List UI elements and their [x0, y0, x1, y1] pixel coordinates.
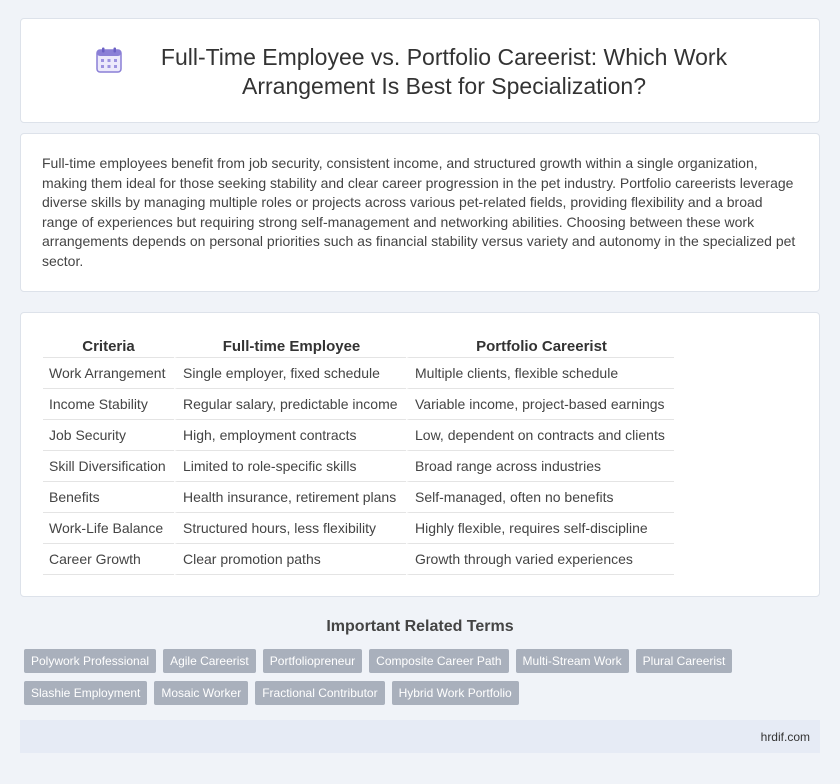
criteria-cell: Skill Diversification — [43, 451, 174, 482]
footer-site-link[interactable]: hrdif.com — [760, 730, 810, 744]
header-full-time-employee: Full-time Employee — [174, 335, 406, 358]
header-portfolio-careerist: Portfolio Careerist — [406, 335, 674, 358]
intro-card — [20, 133, 820, 292]
related-term-tag[interactable]: Slashie Employment — [24, 681, 147, 705]
portfolio-cell: Multiple clients, flexible schedule — [406, 358, 674, 389]
full-time-cell: High, employment contracts — [174, 420, 406, 451]
page-title: Full-Time Employee vs. Portfolio Careerist: Which Work Arrangement Is Best for Specialization? — [160, 44, 728, 99]
portfolio-cell: Variable income, project-based earnings — [406, 389, 674, 420]
table-row — [43, 420, 674, 451]
title-wrap — [21, 43, 819, 101]
comparison-table — [43, 335, 674, 575]
criteria-cell: Job Security — [43, 420, 174, 451]
criteria-cell: Career Growth — [43, 544, 174, 575]
table-row — [43, 451, 674, 482]
portfolio-cell: Highly flexible, requires self-discipline — [406, 513, 674, 544]
related-term-tag[interactable]: Multi-Stream Work — [516, 649, 629, 673]
table-row — [43, 358, 674, 389]
comparison-card — [20, 312, 820, 597]
related-term-tag[interactable]: Fractional Contributor — [255, 681, 384, 705]
criteria-cell: Income Stability — [43, 389, 174, 420]
full-time-cell: Structured hours, less flexibility — [174, 513, 406, 544]
title-card — [20, 18, 820, 123]
table-row — [43, 544, 674, 575]
related-terms-title: Important Related Terms — [326, 618, 514, 635]
table-row — [43, 482, 674, 513]
header-criteria: Criteria — [43, 335, 174, 358]
table-row — [43, 389, 674, 420]
calendar-icon — [96, 47, 122, 73]
criteria-cell: Work Arrangement — [43, 358, 174, 389]
related-term-tag[interactable]: Plural Careerist — [636, 649, 733, 673]
intro-paragraph: Full-time employees benefit from job security, consistent income, and structured growth within a single organization, making them ideal for those seeking stability and clear career progression in the pet industry. Portfolio careerists leverage diverse skills by managing multiple roles or projects across various pet-related fields, providing flexibility and a broad range of experiences but requiring strong self-management and networking abilities. Choosing between these work arrangements depends on personal priorities such as financial stability versus variety and autonomy in the specialized pet sector. — [42, 155, 796, 269]
portfolio-cell: Low, dependent on contracts and clients — [406, 420, 674, 451]
full-time-cell: Single employer, fixed schedule — [174, 358, 406, 389]
table-header-row — [43, 335, 674, 358]
full-time-cell: Health insurance, retirement plans — [174, 482, 406, 513]
criteria-cell: Benefits — [43, 482, 174, 513]
related-terms-list — [24, 649, 824, 705]
portfolio-cell: Self-managed, often no benefits — [406, 482, 674, 513]
full-time-cell: Limited to role-specific skills — [174, 451, 406, 482]
related-term-tag[interactable]: Hybrid Work Portfolio — [392, 681, 519, 705]
related-term-tag[interactable]: Polywork Professional — [24, 649, 156, 673]
portfolio-cell: Growth through varied experiences — [406, 544, 674, 575]
footer — [20, 720, 820, 753]
related-term-tag[interactable]: Mosaic Worker — [154, 681, 248, 705]
table-row — [43, 513, 674, 544]
full-time-cell: Clear promotion paths — [174, 544, 406, 575]
full-time-cell: Regular salary, predictable income — [174, 389, 406, 420]
related-term-tag[interactable]: Portfoliopreneur — [263, 649, 362, 673]
related-term-tag[interactable]: Agile Careerist — [163, 649, 256, 673]
portfolio-cell: Broad range across industries — [406, 451, 674, 482]
criteria-cell: Work-Life Balance — [43, 513, 174, 544]
related-term-tag[interactable]: Composite Career Path — [369, 649, 508, 673]
